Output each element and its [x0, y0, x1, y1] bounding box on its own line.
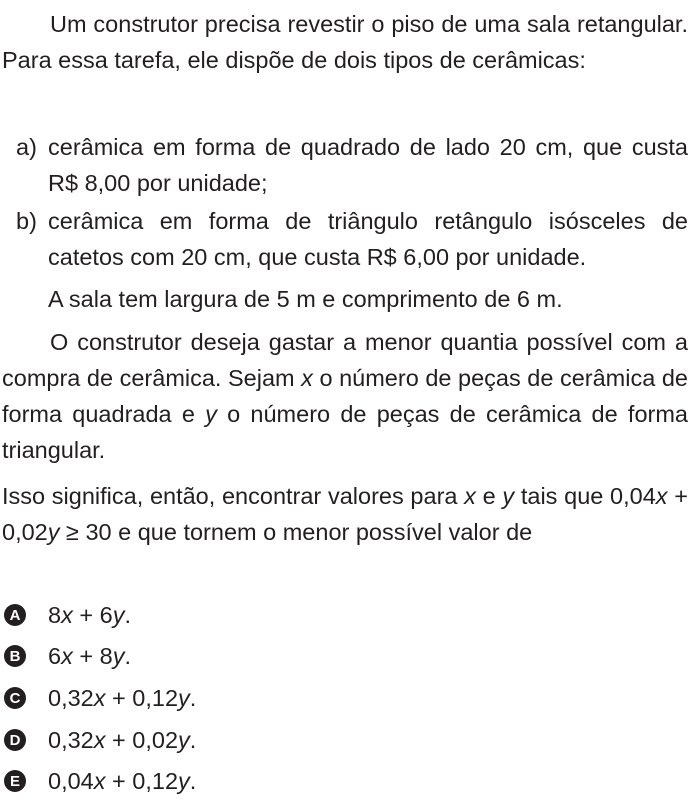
room-paragraph: [48, 281, 688, 317]
option-b-expression: 6x + 8y.: [48, 643, 131, 669]
item-b-label: b): [16, 208, 37, 234]
question-text: Isso significa, então, encontrar valores para x e y tais que 0,04x + 0,02y ≥ 30 e que tornem o menor possível valor de: [2, 483, 688, 545]
intro-paragraph: [2, 6, 688, 78]
room-text: A sala tem largura de 5 m e comprimento de 6 m.: [48, 286, 563, 312]
answer-option-b[interactable]: [4, 641, 131, 671]
goal-text: O construtor deseja gastar a menor quantia possível com a compra de cerâmica. Sejam x o número de peças de cerâmica de forma quadrada e y o número de peças de cerâmica de forma triangular.: [2, 329, 688, 463]
option-d-expression: 0,32x + 0,02y.: [48, 727, 197, 753]
option-c-badge: C: [4, 687, 26, 709]
option-d-badge: D: [4, 729, 26, 751]
answer-option-d[interactable]: [4, 725, 197, 755]
answer-option-a[interactable]: [4, 600, 131, 630]
question-paragraph: [2, 478, 688, 550]
option-b-badge: B: [4, 645, 26, 667]
goal-paragraph: [2, 324, 688, 468]
option-a-expression: 8x + 6y.: [48, 602, 131, 628]
item-b-text: cerâmica em forma de triângulo retângulo isósceles de catetos com 20 cm, que custa R$ 6,00 por unidade.: [48, 208, 688, 270]
option-a-badge: A: [4, 604, 26, 626]
answer-option-c[interactable]: [4, 683, 197, 713]
intro-text: Um construtor precisa revestir o piso de uma sala retangular. Para essa tarefa, ele dispõe de dois tipos de cerâmicas:: [2, 11, 688, 73]
option-e-expression: 0,04x + 0,12y.: [48, 768, 197, 794]
item-a-text: cerâmica em forma de quadrado de lado 20 cm, que custa R$ 8,00 por unidade;: [48, 134, 688, 196]
answer-option-e[interactable]: [4, 766, 197, 796]
option-e-badge: E: [4, 770, 26, 792]
option-c-expression: 0,32x + 0,12y.: [48, 685, 197, 711]
item-a-label: a): [16, 134, 37, 160]
